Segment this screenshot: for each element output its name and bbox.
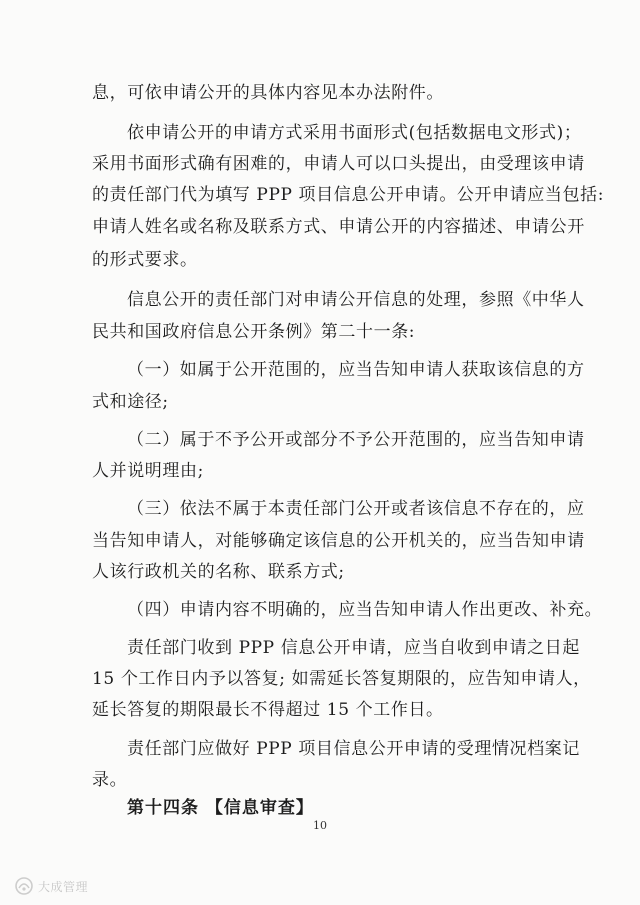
body-line: 的责任部门代为填写 PPP 项目信息公开申请。公开申请应当包括: — [92, 185, 605, 205]
body-line: 责任部门应做好 PPP 项目信息公开申请的受理情况档案记 — [127, 739, 580, 759]
watermark-text: 大成管理 — [38, 879, 89, 894]
body-line: 人并说明理由; — [92, 461, 204, 481]
body-line: 录。 — [92, 770, 128, 790]
watermark — [14, 876, 88, 896]
body-line: 息，可依申请公开的具体内容见本办法附件。 — [92, 83, 444, 103]
body-line: 延长答复的期限最长不得超过 15 个工作日。 — [92, 700, 444, 720]
body-line: 的形式要求。 — [92, 250, 198, 270]
body-line: 责任部门收到 PPP 信息公开申请，应当自收到申请之日起 — [127, 638, 580, 658]
body-line: 15 个工作日内予以答复; 如需延长答复期限的，应告知申请人， — [92, 669, 591, 689]
body-line: 民共和国政府信息公开条例》第二十一条: — [92, 322, 416, 342]
page-number: 10 — [313, 819, 327, 832]
body-line: 申请人姓名或名称及联系方式、申请公开的内容描述、申请公开 — [92, 217, 585, 237]
body-line: （四）申请内容不明确的，应当告知申请人作出更改、补充。 — [127, 600, 603, 620]
body-line: （三）依法不属于本责任部门公开或者该信息不存在的，应 — [127, 499, 585, 519]
article-heading: 第十四条 【信息审查】 — [127, 798, 314, 818]
body-line: 采用书面形式确有困难的，申请人可以口头提出，由受理该申请 — [92, 154, 585, 174]
body-line: 依申请公开的申请方式采用书面形式(包括数据电文形式)； — [127, 123, 582, 143]
body-line: （一）如属于公开范围的，应当告知申请人获取该信息的方 — [127, 360, 585, 380]
body-line: 人该行政机关的名称、联系方式; — [92, 562, 345, 582]
brand-logo-icon — [14, 876, 34, 896]
body-line: 当告知申请人，对能够确定该信息的公开机关的，应当告知申请 — [92, 531, 585, 551]
body-line: 式和途径; — [92, 392, 169, 412]
body-line: （二）属于不予公开或部分不予公开范围的，应当告知申请 — [127, 430, 585, 450]
body-line: 信息公开的责任部门对申请公开信息的处理，参照《中华人 — [127, 290, 585, 310]
